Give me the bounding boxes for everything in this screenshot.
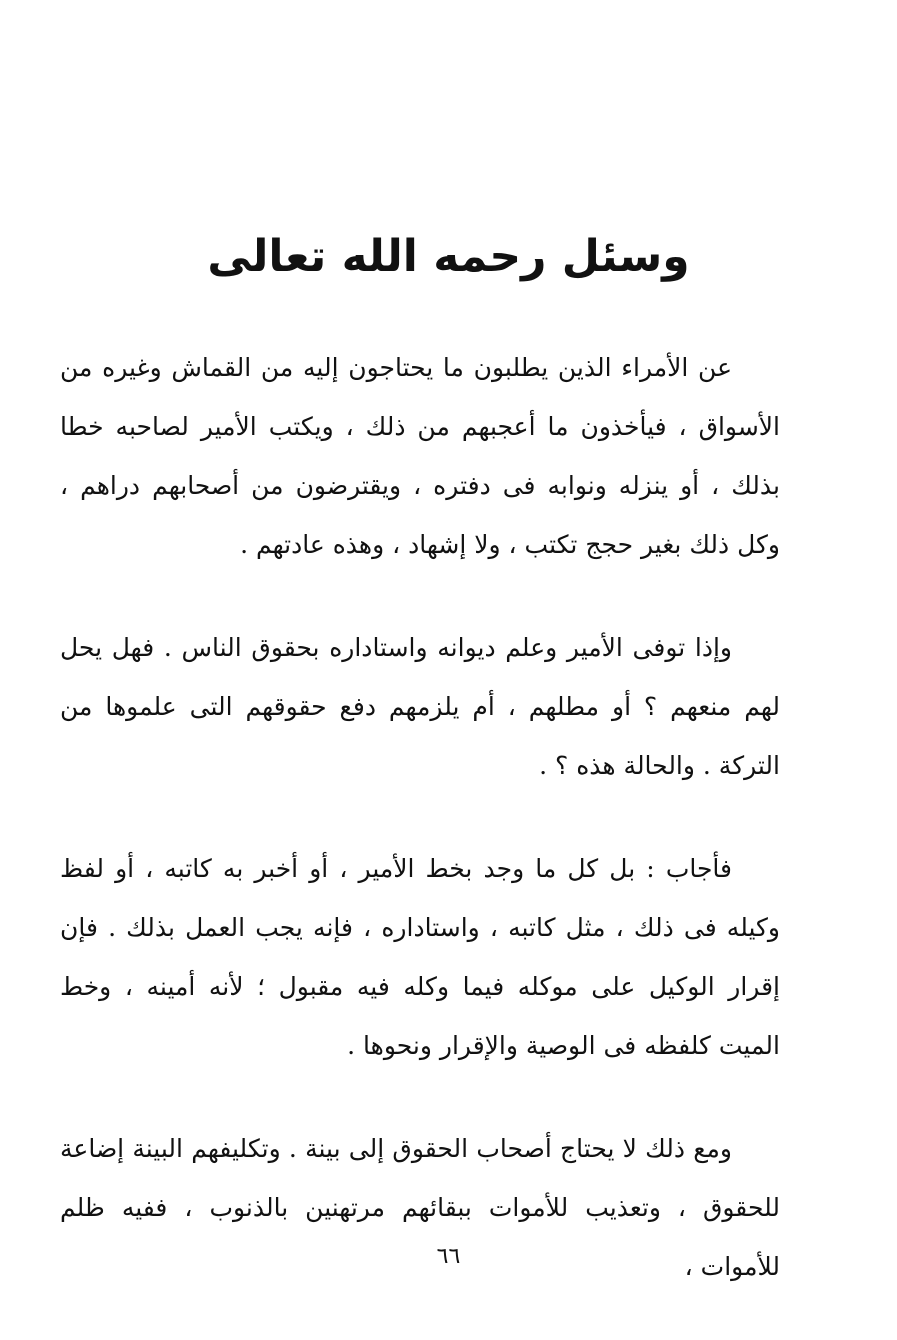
- paragraph-text: فأجاب : بل كل ما وجد بخط الأمير ، أو أخبر به كاتبه ، أو لفظ وكيله فى ذلك ، مثل كاتبه ، واستاداره ، فإنه يجب العمل بذلك . فإن إقرار الوكيل على موكله فيما وكله فيه مقبول ؛ لأنه أمينه ، وخط الميت كلفظه فى الوصية والإقرار ونحوها .: [60, 854, 780, 1060]
- paragraph-text: وإذا توفى الأمير وعلم ديوانه واستاداره بحقوق الناس . فهل يحل لهم منعهم ؟ أو مطلهم ، أم يلزمهم دفع حقوقهم التى علموها من التركة . والحالة هذه ؟ .: [60, 633, 780, 780]
- section-heading: وسئل رحمه الله تعالى: [207, 231, 690, 282]
- paragraph-answer: [60, 839, 780, 1075]
- page-number: ٦٦: [436, 1244, 461, 1269]
- paragraph-question: [60, 338, 780, 574]
- paragraph-question-continued: [60, 618, 780, 795]
- paragraph-text: ومع ذلك لا يحتاج أصحاب الحقوق إلى بينة . وتكليفهم البينة إضاعة للحقوق ، وتعذيب للأموات ببقائهم مرتهنين بالذنوب ، ففيه ظلم للأموات ،: [60, 1134, 780, 1281]
- body-text: [60, 338, 780, 1340]
- paragraph-text: عن الأمراء الذين يطلبون ما يحتاجون إليه من القماش وغيره من الأسواق ، فيأخذون ما أعجبهم من ذلك ، ويكتب الأمير لصاحبه خطا بذلك ، أو ينزله ونوابه فى دفتره ، ويقترضون من أصحابهم دراهم ، وكل ذلك بغير حجج تكتب ، ولا إشهاد ، وهذه عادتهم .: [60, 353, 780, 559]
